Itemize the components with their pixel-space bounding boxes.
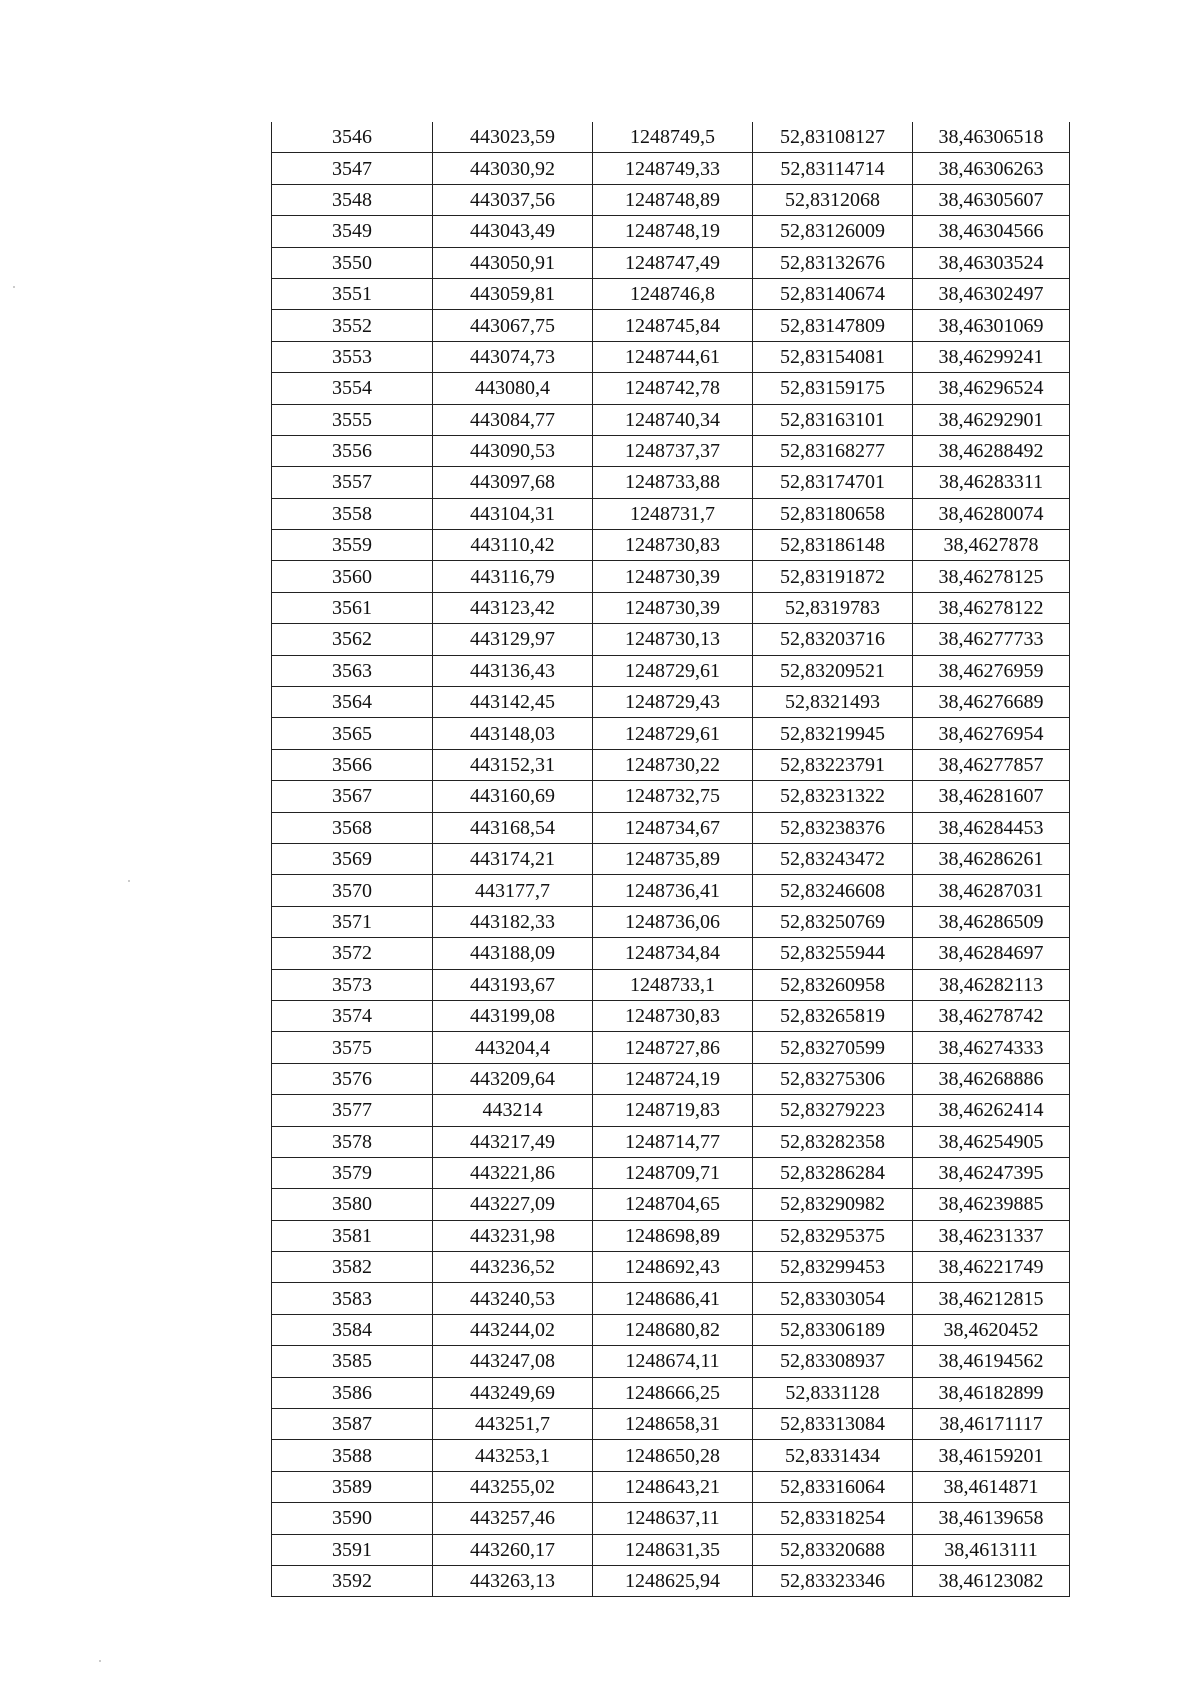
table-row bbox=[272, 184, 1070, 215]
longitude-cell: 38,4613111 bbox=[913, 1534, 1070, 1565]
x-coordinate-cell: 443148,03 bbox=[433, 718, 593, 749]
y-coordinate-cell: 1248704,65 bbox=[593, 1189, 753, 1220]
longitude-cell: 38,46276959 bbox=[913, 655, 1070, 686]
y-coordinate-cell: 1248734,84 bbox=[593, 938, 753, 969]
longitude-cell: 38,46286261 bbox=[913, 843, 1070, 874]
x-coordinate-cell: 443110,42 bbox=[433, 530, 593, 561]
point-number-cell: 3563 bbox=[272, 655, 433, 686]
longitude-cell: 38,46278742 bbox=[913, 1000, 1070, 1031]
x-coordinate-cell: 443152,31 bbox=[433, 749, 593, 780]
latitude-cell: 52,8331434 bbox=[753, 1440, 913, 1471]
table-row bbox=[272, 373, 1070, 404]
latitude-cell: 52,83323346 bbox=[753, 1565, 913, 1596]
latitude-cell: 52,83306189 bbox=[753, 1314, 913, 1345]
latitude-cell: 52,83209521 bbox=[753, 655, 913, 686]
point-number-cell: 3565 bbox=[272, 718, 433, 749]
coordinates-table bbox=[271, 122, 1070, 1597]
y-coordinate-cell: 1248650,28 bbox=[593, 1440, 753, 1471]
x-coordinate-cell: 443084,77 bbox=[433, 404, 593, 435]
x-coordinate-cell: 443199,08 bbox=[433, 1000, 593, 1031]
x-coordinate-cell: 443204,4 bbox=[433, 1032, 593, 1063]
latitude-cell: 52,8312068 bbox=[753, 184, 913, 215]
y-coordinate-cell: 1248680,82 bbox=[593, 1314, 753, 1345]
latitude-cell: 52,83275306 bbox=[753, 1063, 913, 1094]
table-row bbox=[272, 624, 1070, 655]
x-coordinate-cell: 443067,75 bbox=[433, 310, 593, 341]
point-number-cell: 3551 bbox=[272, 278, 433, 309]
longitude-cell: 38,46231337 bbox=[913, 1220, 1070, 1251]
y-coordinate-cell: 1248637,11 bbox=[593, 1503, 753, 1534]
latitude-cell: 52,83114714 bbox=[753, 153, 913, 184]
table-row bbox=[272, 310, 1070, 341]
y-coordinate-cell: 1248747,49 bbox=[593, 247, 753, 278]
longitude-cell: 38,46284697 bbox=[913, 938, 1070, 969]
y-coordinate-cell: 1248625,94 bbox=[593, 1565, 753, 1596]
point-number-cell: 3579 bbox=[272, 1157, 433, 1188]
latitude-cell: 52,83316064 bbox=[753, 1471, 913, 1502]
x-coordinate-cell: 443023,59 bbox=[433, 122, 593, 153]
point-number-cell: 3572 bbox=[272, 938, 433, 969]
longitude-cell: 38,46277733 bbox=[913, 624, 1070, 655]
x-coordinate-cell: 443116,79 bbox=[433, 561, 593, 592]
y-coordinate-cell: 1248733,88 bbox=[593, 467, 753, 498]
table-row bbox=[272, 1095, 1070, 1126]
table-row bbox=[272, 592, 1070, 623]
x-coordinate-cell: 443080,4 bbox=[433, 373, 593, 404]
x-coordinate-cell: 443193,67 bbox=[433, 969, 593, 1000]
point-number-cell: 3583 bbox=[272, 1283, 433, 1314]
table-row bbox=[272, 561, 1070, 592]
point-number-cell: 3564 bbox=[272, 687, 433, 718]
x-coordinate-cell: 443050,91 bbox=[433, 247, 593, 278]
longitude-cell: 38,4614871 bbox=[913, 1471, 1070, 1502]
longitude-cell: 38,46212815 bbox=[913, 1283, 1070, 1314]
table-row bbox=[272, 781, 1070, 812]
latitude-cell: 52,8319783 bbox=[753, 592, 913, 623]
longitude-cell: 38,46286509 bbox=[913, 906, 1070, 937]
x-coordinate-cell: 443043,49 bbox=[433, 216, 593, 247]
table-row bbox=[272, 1565, 1070, 1596]
longitude-cell: 38,46276689 bbox=[913, 687, 1070, 718]
table-row bbox=[272, 1252, 1070, 1283]
x-coordinate-cell: 443059,81 bbox=[433, 278, 593, 309]
y-coordinate-cell: 1248730,39 bbox=[593, 592, 753, 623]
table-row bbox=[272, 467, 1070, 498]
point-number-cell: 3552 bbox=[272, 310, 433, 341]
longitude-cell: 38,46280074 bbox=[913, 498, 1070, 529]
longitude-cell: 38,46284453 bbox=[913, 812, 1070, 843]
y-coordinate-cell: 1248686,41 bbox=[593, 1283, 753, 1314]
y-coordinate-cell: 1248730,83 bbox=[593, 530, 753, 561]
table-row bbox=[272, 1346, 1070, 1377]
x-coordinate-cell: 443097,68 bbox=[433, 467, 593, 498]
point-number-cell: 3550 bbox=[272, 247, 433, 278]
longitude-cell: 38,46139658 bbox=[913, 1503, 1070, 1534]
longitude-cell: 38,46277857 bbox=[913, 749, 1070, 780]
point-number-cell: 3577 bbox=[272, 1095, 433, 1126]
scan-speck bbox=[128, 880, 130, 882]
latitude-cell: 52,83308937 bbox=[753, 1346, 913, 1377]
x-coordinate-cell: 443074,73 bbox=[433, 341, 593, 372]
table-row bbox=[272, 1534, 1070, 1565]
x-coordinate-cell: 443182,33 bbox=[433, 906, 593, 937]
y-coordinate-cell: 1248740,34 bbox=[593, 404, 753, 435]
y-coordinate-cell: 1248719,83 bbox=[593, 1095, 753, 1126]
point-number-cell: 3574 bbox=[272, 1000, 433, 1031]
latitude-cell: 52,83203716 bbox=[753, 624, 913, 655]
x-coordinate-cell: 443253,1 bbox=[433, 1440, 593, 1471]
x-coordinate-cell: 443217,49 bbox=[433, 1126, 593, 1157]
latitude-cell: 52,83191872 bbox=[753, 561, 913, 592]
y-coordinate-cell: 1248730,13 bbox=[593, 624, 753, 655]
table-row bbox=[272, 1220, 1070, 1251]
longitude-cell: 38,46281607 bbox=[913, 781, 1070, 812]
point-number-cell: 3586 bbox=[272, 1377, 433, 1408]
latitude-cell: 52,83180658 bbox=[753, 498, 913, 529]
x-coordinate-cell: 443174,21 bbox=[433, 843, 593, 874]
y-coordinate-cell: 1248737,37 bbox=[593, 435, 753, 466]
y-coordinate-cell: 1248730,22 bbox=[593, 749, 753, 780]
longitude-cell: 38,46306263 bbox=[913, 153, 1070, 184]
latitude-cell: 52,8321493 bbox=[753, 687, 913, 718]
latitude-cell: 52,83290982 bbox=[753, 1189, 913, 1220]
longitude-cell: 38,46171117 bbox=[913, 1409, 1070, 1440]
point-number-cell: 3562 bbox=[272, 624, 433, 655]
latitude-cell: 52,83250769 bbox=[753, 906, 913, 937]
point-number-cell: 3570 bbox=[272, 875, 433, 906]
point-number-cell: 3568 bbox=[272, 812, 433, 843]
y-coordinate-cell: 1248658,31 bbox=[593, 1409, 753, 1440]
longitude-cell: 38,46305607 bbox=[913, 184, 1070, 215]
latitude-cell: 52,83140674 bbox=[753, 278, 913, 309]
point-number-cell: 3557 bbox=[272, 467, 433, 498]
point-number-cell: 3587 bbox=[272, 1409, 433, 1440]
x-coordinate-cell: 443260,17 bbox=[433, 1534, 593, 1565]
x-coordinate-cell: 443037,56 bbox=[433, 184, 593, 215]
longitude-cell: 38,46302497 bbox=[913, 278, 1070, 309]
latitude-cell: 52,83174701 bbox=[753, 467, 913, 498]
y-coordinate-cell: 1248674,11 bbox=[593, 1346, 753, 1377]
table-row bbox=[272, 278, 1070, 309]
y-coordinate-cell: 1248748,89 bbox=[593, 184, 753, 215]
point-number-cell: 3547 bbox=[272, 153, 433, 184]
longitude-cell: 38,46288492 bbox=[913, 435, 1070, 466]
latitude-cell: 52,83223791 bbox=[753, 749, 913, 780]
latitude-cell: 52,83231322 bbox=[753, 781, 913, 812]
longitude-cell: 38,46239885 bbox=[913, 1189, 1070, 1220]
latitude-cell: 52,83159175 bbox=[753, 373, 913, 404]
y-coordinate-cell: 1248643,21 bbox=[593, 1471, 753, 1502]
table-row bbox=[272, 1126, 1070, 1157]
latitude-cell: 52,83299453 bbox=[753, 1252, 913, 1283]
latitude-cell: 52,83246608 bbox=[753, 875, 913, 906]
latitude-cell: 52,8331128 bbox=[753, 1377, 913, 1408]
latitude-cell: 52,83132676 bbox=[753, 247, 913, 278]
table-row bbox=[272, 1314, 1070, 1345]
latitude-cell: 52,83265819 bbox=[753, 1000, 913, 1031]
y-coordinate-cell: 1248735,89 bbox=[593, 843, 753, 874]
table-row bbox=[272, 906, 1070, 937]
point-number-cell: 3561 bbox=[272, 592, 433, 623]
latitude-cell: 52,83303054 bbox=[753, 1283, 913, 1314]
point-number-cell: 3591 bbox=[272, 1534, 433, 1565]
x-coordinate-cell: 443236,52 bbox=[433, 1252, 593, 1283]
longitude-cell: 38,46221749 bbox=[913, 1252, 1070, 1283]
point-number-cell: 3571 bbox=[272, 906, 433, 937]
table-row bbox=[272, 812, 1070, 843]
latitude-cell: 52,83243472 bbox=[753, 843, 913, 874]
scan-speck bbox=[99, 1660, 101, 1662]
table-row bbox=[272, 843, 1070, 874]
latitude-cell: 52,83168277 bbox=[753, 435, 913, 466]
table-row bbox=[272, 1032, 1070, 1063]
latitude-cell: 52,83147809 bbox=[753, 310, 913, 341]
longitude-cell: 38,46194562 bbox=[913, 1346, 1070, 1377]
point-number-cell: 3584 bbox=[272, 1314, 433, 1345]
y-coordinate-cell: 1248631,35 bbox=[593, 1534, 753, 1565]
point-number-cell: 3560 bbox=[272, 561, 433, 592]
latitude-cell: 52,83186148 bbox=[753, 530, 913, 561]
table-row bbox=[272, 1377, 1070, 1408]
point-number-cell: 3548 bbox=[272, 184, 433, 215]
longitude-cell: 38,46296524 bbox=[913, 373, 1070, 404]
x-coordinate-cell: 443142,45 bbox=[433, 687, 593, 718]
latitude-cell: 52,83320688 bbox=[753, 1534, 913, 1565]
table-row bbox=[272, 153, 1070, 184]
point-number-cell: 3555 bbox=[272, 404, 433, 435]
table-row bbox=[272, 938, 1070, 969]
table-row bbox=[272, 655, 1070, 686]
longitude-cell: 38,46123082 bbox=[913, 1565, 1070, 1596]
table-row bbox=[272, 341, 1070, 372]
point-number-cell: 3556 bbox=[272, 435, 433, 466]
coordinates-table-body bbox=[272, 122, 1070, 1597]
latitude-cell: 52,83270599 bbox=[753, 1032, 913, 1063]
latitude-cell: 52,83313084 bbox=[753, 1409, 913, 1440]
longitude-cell: 38,4627878 bbox=[913, 530, 1070, 561]
longitude-cell: 38,46292901 bbox=[913, 404, 1070, 435]
point-number-cell: 3580 bbox=[272, 1189, 433, 1220]
x-coordinate-cell: 443247,08 bbox=[433, 1346, 593, 1377]
x-coordinate-cell: 443090,53 bbox=[433, 435, 593, 466]
longitude-cell: 38,46254905 bbox=[913, 1126, 1070, 1157]
y-coordinate-cell: 1248698,89 bbox=[593, 1220, 753, 1251]
table-row bbox=[272, 718, 1070, 749]
table-row bbox=[272, 1000, 1070, 1031]
table-row bbox=[272, 1063, 1070, 1094]
table-row bbox=[272, 875, 1070, 906]
point-number-cell: 3558 bbox=[272, 498, 433, 529]
latitude-cell: 52,83126009 bbox=[753, 216, 913, 247]
x-coordinate-cell: 443177,7 bbox=[433, 875, 593, 906]
y-coordinate-cell: 1248730,39 bbox=[593, 561, 753, 592]
x-coordinate-cell: 443263,13 bbox=[433, 1565, 593, 1596]
y-coordinate-cell: 1248749,5 bbox=[593, 122, 753, 153]
table-row bbox=[272, 404, 1070, 435]
x-coordinate-cell: 443030,92 bbox=[433, 153, 593, 184]
latitude-cell: 52,83295375 bbox=[753, 1220, 913, 1251]
latitude-cell: 52,83238376 bbox=[753, 812, 913, 843]
x-coordinate-cell: 443104,31 bbox=[433, 498, 593, 529]
y-coordinate-cell: 1248733,1 bbox=[593, 969, 753, 1000]
y-coordinate-cell: 1248748,19 bbox=[593, 216, 753, 247]
y-coordinate-cell: 1248729,61 bbox=[593, 718, 753, 749]
point-number-cell: 3559 bbox=[272, 530, 433, 561]
point-number-cell: 3585 bbox=[272, 1346, 433, 1377]
latitude-cell: 52,83286284 bbox=[753, 1157, 913, 1188]
longitude-cell: 38,46182899 bbox=[913, 1377, 1070, 1408]
x-coordinate-cell: 443251,7 bbox=[433, 1409, 593, 1440]
point-number-cell: 3566 bbox=[272, 749, 433, 780]
y-coordinate-cell: 1248724,19 bbox=[593, 1063, 753, 1094]
y-coordinate-cell: 1248734,67 bbox=[593, 812, 753, 843]
table-row bbox=[272, 969, 1070, 1000]
x-coordinate-cell: 443231,98 bbox=[433, 1220, 593, 1251]
longitude-cell: 38,46304566 bbox=[913, 216, 1070, 247]
point-number-cell: 3546 bbox=[272, 122, 433, 153]
x-coordinate-cell: 443227,09 bbox=[433, 1189, 593, 1220]
latitude-cell: 52,83260958 bbox=[753, 969, 913, 1000]
longitude-cell: 38,46268886 bbox=[913, 1063, 1070, 1094]
y-coordinate-cell: 1248744,61 bbox=[593, 341, 753, 372]
point-number-cell: 3569 bbox=[272, 843, 433, 874]
y-coordinate-cell: 1248746,8 bbox=[593, 278, 753, 309]
x-coordinate-cell: 443244,02 bbox=[433, 1314, 593, 1345]
y-coordinate-cell: 1248732,75 bbox=[593, 781, 753, 812]
x-coordinate-cell: 443240,53 bbox=[433, 1283, 593, 1314]
x-coordinate-cell: 443209,64 bbox=[433, 1063, 593, 1094]
x-coordinate-cell: 443188,09 bbox=[433, 938, 593, 969]
table-row bbox=[272, 122, 1070, 153]
table-row bbox=[272, 530, 1070, 561]
longitude-cell: 38,46159201 bbox=[913, 1440, 1070, 1471]
y-coordinate-cell: 1248736,06 bbox=[593, 906, 753, 937]
x-coordinate-cell: 443129,97 bbox=[433, 624, 593, 655]
x-coordinate-cell: 443168,54 bbox=[433, 812, 593, 843]
table-row bbox=[272, 498, 1070, 529]
y-coordinate-cell: 1248714,77 bbox=[593, 1126, 753, 1157]
longitude-cell: 38,46276954 bbox=[913, 718, 1070, 749]
table-row bbox=[272, 216, 1070, 247]
point-number-cell: 3588 bbox=[272, 1440, 433, 1471]
y-coordinate-cell: 1248749,33 bbox=[593, 153, 753, 184]
y-coordinate-cell: 1248729,61 bbox=[593, 655, 753, 686]
table-row bbox=[272, 1503, 1070, 1534]
longitude-cell: 38,46274333 bbox=[913, 1032, 1070, 1063]
y-coordinate-cell: 1248731,7 bbox=[593, 498, 753, 529]
longitude-cell: 38,46278122 bbox=[913, 592, 1070, 623]
y-coordinate-cell: 1248730,83 bbox=[593, 1000, 753, 1031]
table-row bbox=[272, 1409, 1070, 1440]
point-number-cell: 3576 bbox=[272, 1063, 433, 1094]
table-row bbox=[272, 687, 1070, 718]
y-coordinate-cell: 1248729,43 bbox=[593, 687, 753, 718]
x-coordinate-cell: 443160,69 bbox=[433, 781, 593, 812]
y-coordinate-cell: 1248709,71 bbox=[593, 1157, 753, 1188]
longitude-cell: 38,46247395 bbox=[913, 1157, 1070, 1188]
longitude-cell: 38,46303524 bbox=[913, 247, 1070, 278]
y-coordinate-cell: 1248736,41 bbox=[593, 875, 753, 906]
y-coordinate-cell: 1248727,86 bbox=[593, 1032, 753, 1063]
point-number-cell: 3549 bbox=[272, 216, 433, 247]
table-row bbox=[272, 1471, 1070, 1502]
point-number-cell: 3553 bbox=[272, 341, 433, 372]
point-number-cell: 3567 bbox=[272, 781, 433, 812]
latitude-cell: 52,83154081 bbox=[753, 341, 913, 372]
latitude-cell: 52,83219945 bbox=[753, 718, 913, 749]
table-row bbox=[272, 749, 1070, 780]
x-coordinate-cell: 443257,46 bbox=[433, 1503, 593, 1534]
latitude-cell: 52,83279223 bbox=[753, 1095, 913, 1126]
table-row bbox=[272, 1283, 1070, 1314]
latitude-cell: 52,83108127 bbox=[753, 122, 913, 153]
point-number-cell: 3592 bbox=[272, 1565, 433, 1596]
table-row bbox=[272, 1189, 1070, 1220]
point-number-cell: 3573 bbox=[272, 969, 433, 1000]
longitude-cell: 38,46262414 bbox=[913, 1095, 1070, 1126]
table-row bbox=[272, 1440, 1070, 1471]
point-number-cell: 3590 bbox=[272, 1503, 433, 1534]
x-coordinate-cell: 443249,69 bbox=[433, 1377, 593, 1408]
y-coordinate-cell: 1248742,78 bbox=[593, 373, 753, 404]
x-coordinate-cell: 443123,42 bbox=[433, 592, 593, 623]
longitude-cell: 38,46282113 bbox=[913, 969, 1070, 1000]
x-coordinate-cell: 443136,43 bbox=[433, 655, 593, 686]
point-number-cell: 3589 bbox=[272, 1471, 433, 1502]
x-coordinate-cell: 443221,86 bbox=[433, 1157, 593, 1188]
longitude-cell: 38,4620452 bbox=[913, 1314, 1070, 1345]
latitude-cell: 52,83282358 bbox=[753, 1126, 913, 1157]
point-number-cell: 3578 bbox=[272, 1126, 433, 1157]
longitude-cell: 38,46287031 bbox=[913, 875, 1070, 906]
scan-speck bbox=[13, 286, 15, 288]
point-number-cell: 3575 bbox=[272, 1032, 433, 1063]
longitude-cell: 38,46283311 bbox=[913, 467, 1070, 498]
x-coordinate-cell: 443214 bbox=[433, 1095, 593, 1126]
latitude-cell: 52,83163101 bbox=[753, 404, 913, 435]
x-coordinate-cell: 443255,02 bbox=[433, 1471, 593, 1502]
table-row bbox=[272, 435, 1070, 466]
latitude-cell: 52,83318254 bbox=[753, 1503, 913, 1534]
y-coordinate-cell: 1248692,43 bbox=[593, 1252, 753, 1283]
longitude-cell: 38,46301069 bbox=[913, 310, 1070, 341]
longitude-cell: 38,46278125 bbox=[913, 561, 1070, 592]
point-number-cell: 3582 bbox=[272, 1252, 433, 1283]
latitude-cell: 52,83255944 bbox=[753, 938, 913, 969]
table-row bbox=[272, 247, 1070, 278]
longitude-cell: 38,46306518 bbox=[913, 122, 1070, 153]
table-row bbox=[272, 1157, 1070, 1188]
longitude-cell: 38,46299241 bbox=[913, 341, 1070, 372]
y-coordinate-cell: 1248666,25 bbox=[593, 1377, 753, 1408]
point-number-cell: 3554 bbox=[272, 373, 433, 404]
point-number-cell: 3581 bbox=[272, 1220, 433, 1251]
y-coordinate-cell: 1248745,84 bbox=[593, 310, 753, 341]
